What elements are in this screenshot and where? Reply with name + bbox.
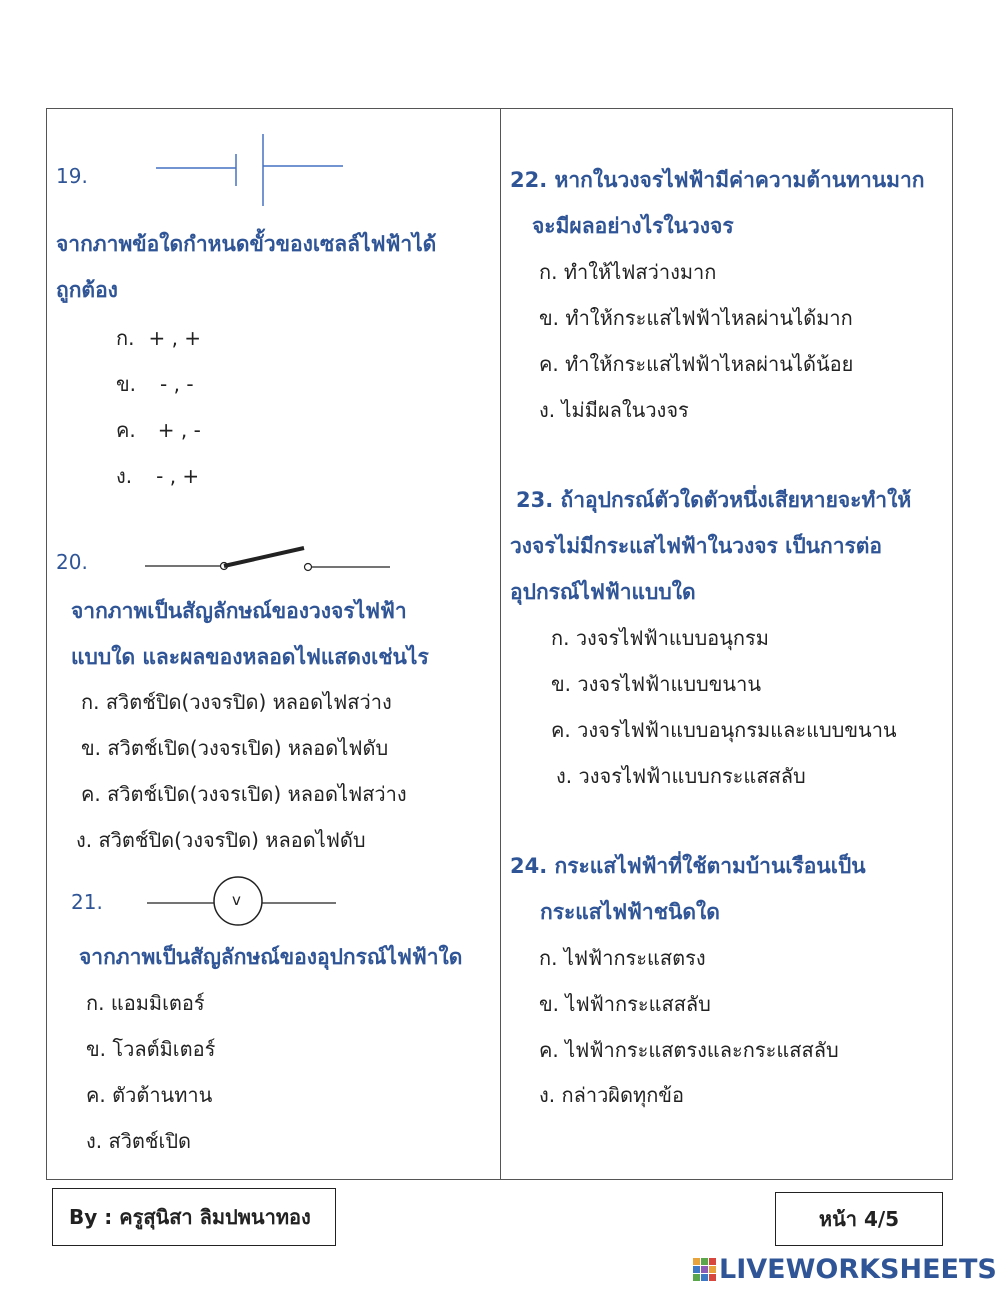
option-text: ทำให้กระแสไฟฟ้าไหลผ่านได้น้อย <box>565 352 854 376</box>
q20-question-line2: แบบใด และผลของหลอดไฟแสดงเช่นไร <box>71 645 429 669</box>
option-label: ง. <box>86 1129 103 1153</box>
q21-voltmeter-symbol <box>146 873 346 933</box>
liveworksheets-logo-text: LIVEWORKSHEETS <box>719 1254 997 1285</box>
q19-option-b[interactable] <box>116 368 194 400</box>
q19-question-line2: ถูกต้อง <box>56 278 118 302</box>
option-label: ข. <box>116 372 137 396</box>
q24-option-b[interactable] <box>539 988 711 1020</box>
q19-option-a[interactable] <box>116 322 201 354</box>
q20-option-b[interactable] <box>81 732 388 764</box>
option-label: ก. <box>551 626 570 650</box>
option-text: กล่าวผิดทุกข้อ <box>561 1083 684 1107</box>
option-text: โวลต์มิเตอร์ <box>112 1037 216 1061</box>
q23-option-c[interactable] <box>551 714 897 746</box>
option-text: ไฟฟ้ากระแสตรง <box>563 946 706 970</box>
q23-option-b[interactable] <box>551 668 761 700</box>
q20-question-line1: จากภาพเป็นสัญลักษณ์ของวงจรไฟฟ้า <box>71 599 407 623</box>
option-label: ค. <box>81 782 101 806</box>
page-number: หน้า 4/5 <box>818 1207 900 1231</box>
option-text: - , + <box>156 464 200 488</box>
q24-question-line2: กระแสไฟฟ้าชนิดใด <box>540 900 720 924</box>
q20-option-d[interactable] <box>76 824 366 856</box>
option-label: ง. <box>539 398 556 422</box>
option-text: สวิตช์เปิด <box>108 1129 192 1153</box>
q22-option-d[interactable] <box>539 394 689 426</box>
q19-option-c[interactable] <box>116 414 201 446</box>
option-label: ก. <box>116 326 135 350</box>
option-text: ไฟฟ้ากระแสตรงและกระแสสลับ <box>565 1038 839 1062</box>
option-label: ก. <box>81 690 100 714</box>
author-credit: By : ครูสุนิสา ลิมปพนาทอง <box>69 1205 311 1229</box>
q23-question-line3: อุปกรณ์ไฟฟ้าแบบใด <box>510 580 696 604</box>
option-text: สวิตช์ปิด(วงจรปิด) หลอดไฟสว่าง <box>105 690 392 714</box>
option-text: วงจรไฟฟ้าแบบกระแสสลับ <box>578 764 806 788</box>
q19-option-d[interactable] <box>116 460 199 492</box>
option-label: ข. <box>551 672 572 696</box>
q24-option-d[interactable] <box>539 1079 684 1111</box>
option-text: + , - <box>157 418 201 442</box>
q21-option-b[interactable] <box>86 1033 215 1065</box>
q20-open-switch-symbol <box>144 545 404 585</box>
q24-option-a[interactable] <box>539 942 706 974</box>
q22-option-b[interactable] <box>539 302 853 334</box>
q23-question-line2: วงจรไม่มีกระแสไฟฟ้าในวงจร เป็นการต่อ <box>510 534 883 558</box>
author-credit-box <box>52 1188 336 1246</box>
q21-option-d[interactable] <box>86 1125 191 1157</box>
option-label: ง. <box>116 464 133 488</box>
q21-option-a[interactable] <box>86 987 205 1019</box>
option-label: ค. <box>539 1038 559 1062</box>
option-label: ค. <box>551 718 571 742</box>
q20-number: 20. <box>56 550 88 574</box>
column-divider <box>500 108 501 1180</box>
q20-option-c[interactable] <box>81 778 407 810</box>
option-label: ข. <box>539 306 560 330</box>
option-label: ข. <box>86 1037 107 1061</box>
q23-option-d[interactable] <box>556 760 806 792</box>
liveworksheets-logo <box>693 1254 997 1285</box>
option-text: สวิตช์ปิด(วงจรปิด) หลอดไฟดับ <box>98 828 366 852</box>
q22-question-line1: 22. หากในวงจรไฟฟ้ามีค่าความต้านทานมาก <box>510 168 925 192</box>
option-text: สวิตช์เปิด(วงจรเปิด) หลอดไฟสว่าง <box>107 782 407 806</box>
option-text: ทำให้กระแสไฟฟ้าไหลผ่านได้มาก <box>565 306 853 330</box>
q22-option-c[interactable] <box>539 348 853 380</box>
option-label: ก. <box>86 991 105 1015</box>
q21-number: 21. <box>71 890 103 914</box>
q21-option-c[interactable] <box>86 1079 212 1111</box>
option-text: แอมมิเตอร์ <box>110 991 205 1015</box>
q21-symbol-letter: v <box>232 891 241 909</box>
q19-cell-symbol <box>155 132 355 212</box>
q24-option-c[interactable] <box>539 1034 839 1066</box>
option-text: ทำให้ไฟสว่างมาก <box>563 260 717 284</box>
q22-option-a[interactable] <box>539 256 716 288</box>
q23-question-line1: 23. ถ้าอุปกรณ์ตัวใดตัวหนึ่งเสียหายจะทำให้ <box>516 488 912 512</box>
q24-question-line1: 24. กระแสไฟฟ้าที่ใช้ตามบ้านเรือนเป็น <box>510 854 866 878</box>
q22-question-line2: จะมีผลอย่างไรในวงจร <box>532 214 734 238</box>
option-text: วงจรไฟฟ้าแบบอนุกรมและแบบขนาน <box>577 718 897 742</box>
q23-option-a[interactable] <box>551 622 769 654</box>
option-text: วงจรไฟฟ้าแบบอนุกรม <box>575 626 769 650</box>
option-label: ง. <box>76 828 93 852</box>
option-text: ไม่มีผลในวงจร <box>561 398 689 422</box>
option-label: ง. <box>539 1083 556 1107</box>
option-label: ค. <box>116 418 136 442</box>
q19-question-line1: จากภาพข้อใดกำหนดขั้วของเซลล์ไฟฟ้าได้ <box>56 232 437 256</box>
option-label: ค. <box>86 1083 106 1107</box>
option-label: ข. <box>539 992 560 1016</box>
option-text: + , + <box>148 326 202 350</box>
option-text: ตัวต้านทาน <box>112 1083 213 1107</box>
q21-question-line1: จากภาพเป็นสัญลักษณ์ของอุปกรณ์ไฟฟ้าใด <box>79 945 463 969</box>
option-text: วงจรไฟฟ้าแบบขนาน <box>577 672 761 696</box>
q19-number: 19. <box>56 164 88 188</box>
option-label: ง. <box>556 764 573 788</box>
liveworksheets-logo-icon <box>693 1258 717 1282</box>
q20-option-a[interactable] <box>81 686 392 718</box>
option-label: ข. <box>81 736 102 760</box>
option-text: ไฟฟ้ากระแสสลับ <box>565 992 711 1016</box>
page-number-box <box>775 1192 943 1246</box>
option-text: - , - <box>160 372 194 396</box>
option-label: ค. <box>539 352 559 376</box>
option-label: ก. <box>539 260 558 284</box>
option-label: ก. <box>539 946 558 970</box>
option-text: สวิตช์เปิด(วงจรเปิด) หลอดไฟดับ <box>107 736 389 760</box>
